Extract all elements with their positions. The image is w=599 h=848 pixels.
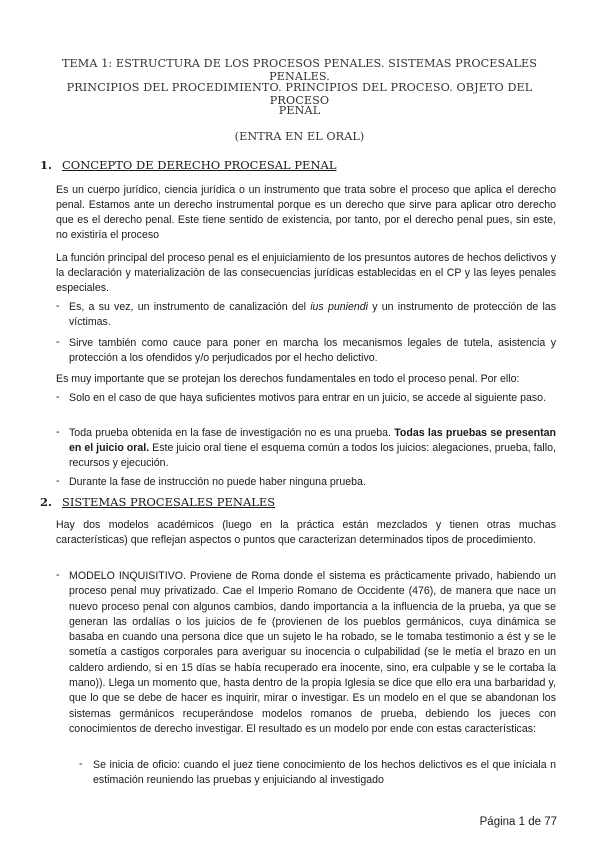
section-1-heading: CONCEPTO DE DERECHO PROCESAL PENAL — [62, 158, 337, 172]
bullet-dash: - — [56, 300, 60, 312]
bullet-dash: - — [56, 569, 60, 581]
bullet-dash: - — [56, 426, 60, 438]
document-title-line-3: PENAL — [278, 104, 321, 117]
bullet-dash: - — [56, 475, 60, 487]
page-number: Página 1 de 77 — [479, 816, 557, 828]
bullet-dash: - — [79, 758, 83, 770]
section-1-number: 1. — [40, 158, 53, 172]
section-1-bullet-2: Sirve también como cauce para poner en marcha los mecanismos legales de tutela, asistencia y protección a los ofendidos y/o perjudicados por el hecho delictivo. — [69, 337, 556, 364]
section-1-bullet-1: Es, a su vez, un instrumento de canalización del ius puniendi y un instrumento de protección de las víctimas. — [69, 301, 556, 328]
section-1-paragraph-3: Es muy importante que se protejan los derechos fundamentales en todo el proceso penal. Por ello: — [56, 373, 520, 385]
bullet-dash: - — [56, 336, 60, 348]
section-1-bullet-3: Solo en el caso de que haya suficientes motivos para entrar en un juicio, se accede al siguiente paso. — [69, 392, 547, 404]
section-2-subbullet-1: Se inicia de oficio: cuando el juez tiene conocimiento de los hechos delictivos es el que iníciala n estimación reuniendo las pruebas y enjuiciando al investigado — [93, 759, 556, 786]
section-2-number: 2. — [40, 495, 53, 509]
document-title-line-1: TEMA 1: ESTRUCTURA DE LOS PROCESOS PENALES. SISTEMAS PROCESALES PENALES. — [61, 57, 538, 83]
bullet-dash: - — [56, 391, 60, 403]
document-title-note: (ENTRA EN EL ORAL) — [234, 130, 365, 143]
section-1-paragraph-2: La función principal del proceso penal es el enjuiciamiento de los presuntos autores de hechos delictivos y la declaración y materialización de las consecuencias jurídicas establecidas en el CP y las leyes penales especiales. — [56, 252, 556, 294]
section-1-bullet-5: Durante la fase de instrucción no puede haber ninguna prueba. — [69, 476, 366, 488]
section-2-bullet-1: MODELO INQUISITIVO. Proviene de Roma donde el sistema es prácticamente privado, habiendo un proceso penal muy privatizado. Cae el Imperio Romano de Occidente (476), de manera que nace un nuevo proceso penal con algunos cambios, dando importancia a la influencia de la prueba, ya que se generan las ordalías o los juicios de fe (provienen de los pueblos germánicos, cuya dinámica se basaba en cuando una persona dice que un sujeto le ha robado, se le tomaba testimonio a ést y se le sometía a castigos corporales para averiguar su inocencia o culpabilidad (se le metía el brazo en un caldero ardiendo, si en 15 días se había recuperado era inocente, sino, era culpable y se le cortaba la mano)). Llega un momento que, hasta dentro de la propia Iglesia se dice que ello era una barbaridad y, que lo que se debe de hacer es inquirir, mirar o investigar. Es un modelo en el que se abandonan los sistemas germánicos recuperándose modelos romanos de prueba, debiendo los jueces con conocimientos de derecho investigar. El resultado es un modelo por ende con estas características: — [69, 570, 556, 735]
section-2-paragraph-1: Hay dos modelos académicos (luego en la práctica están mezclados y tienen otras muchas características) que reflejan aspectos o puntos que caracterizan determinados tipos de procedimiento. — [56, 519, 556, 546]
section-1-paragraph-1: Es un cuerpo jurídico, ciencia jurídica o un instrumento que trata sobre el proceso que aplica el derecho penal. Estamos ante un derecho instrumental porque es un derecho que sirve para aplicar otro derecho que es el derecho penal. Este tiene sentido de existencia, por tanto, por el derecho penal pues, sin este, no existiría el proceso — [56, 184, 556, 241]
document-title-line-2: PRINCIPIOS DEL PROCEDIMIENTO. PRINCIPIOS DEL PROCESO. OBJETO DEL PROCESO — [66, 81, 533, 107]
section-1-bullet-4: Toda prueba obtenida en la fase de investigación no es una prueba. Todas las pruebas se presentan en el juicio oral. Este juicio oral tiene el esquema común a todos los juicios: alegaciones, prueba, fallo, recursos y ejecución. — [69, 427, 556, 469]
section-2-heading: SISTEMAS PROCESALES PENALES — [62, 495, 276, 509]
